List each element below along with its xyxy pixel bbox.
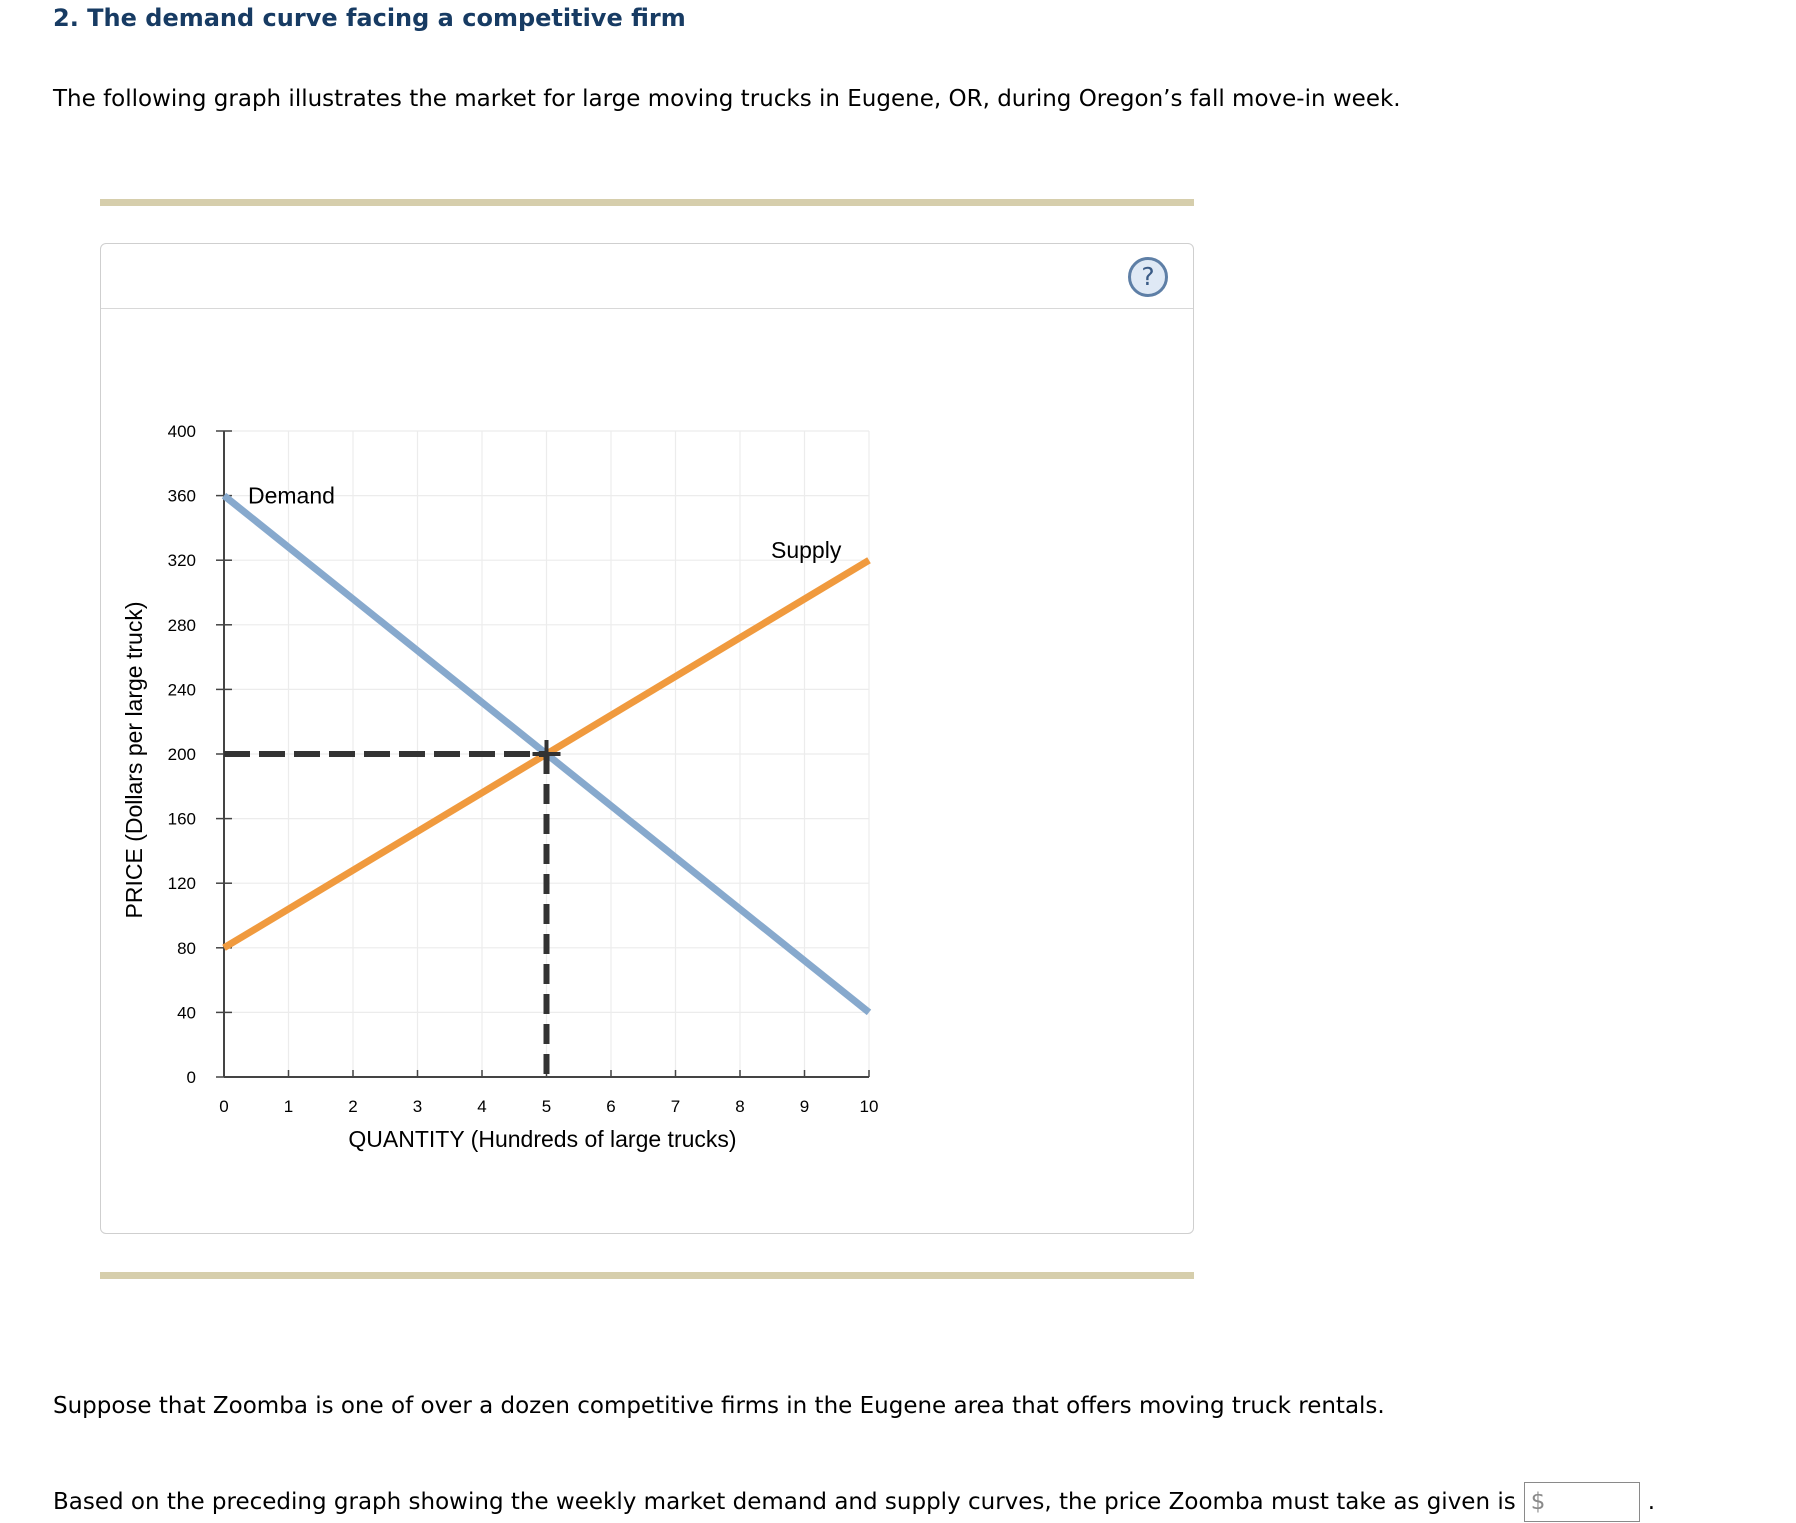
- context-text: Suppose that Zoomba is one of over a dozen competitive firms in the Eugene area that offers moving truck rentals.: [53, 1393, 1385, 1419]
- x-tick-label: 3: [412, 1097, 423, 1116]
- x-tick-label: 4: [477, 1097, 487, 1116]
- answer-line: [53, 1481, 1655, 1523]
- y-tick-label: 200: [167, 745, 196, 764]
- y-tick-label: 240: [167, 680, 196, 700]
- supply-label: Supply: [771, 537, 842, 564]
- y-tick-label: 40: [177, 1003, 196, 1023]
- dollar-sign-icon: $: [1530, 1489, 1546, 1515]
- chart-labels: [121, 422, 878, 1152]
- intro-text: The following graph illustrates the market for large moving trucks in Eugene, OR, during Oregon’s fall move-in week.: [53, 86, 1401, 112]
- x-tick-label: 8: [735, 1097, 745, 1116]
- y-tick-label: 0: [186, 1068, 196, 1087]
- y-tick-label: 400: [167, 422, 196, 441]
- x-tick-label: 0: [219, 1097, 229, 1116]
- x-tick-label: 5: [541, 1097, 552, 1116]
- y-tick-label: 320: [167, 551, 196, 571]
- price-answer-field[interactable]: [1524, 1482, 1640, 1522]
- x-tick-label: 9: [799, 1097, 810, 1116]
- y-tick-label: 160: [167, 809, 196, 829]
- demand-label: Demand: [248, 482, 335, 509]
- sentence-period: .: [1647, 1489, 1656, 1515]
- y-axis-title: PRICE (Dollars per large truck): [121, 601, 147, 919]
- page-title: 2. The demand curve facing a competitive firm: [53, 4, 686, 32]
- price-input[interactable]: [1549, 1485, 1639, 1519]
- x-axis-title: QUANTITY (Hundreds of large trucks): [348, 1126, 737, 1152]
- x-tick-label: 1: [283, 1097, 294, 1116]
- question-text: Based on the preceding graph showing the weekly market demand and supply curves, the price Zoomba must take as given is: [53, 1489, 1516, 1515]
- y-tick-label: 80: [177, 938, 196, 958]
- x-tick-label: 7: [670, 1097, 681, 1116]
- y-tick-label: 120: [167, 874, 196, 894]
- x-tick-label: 10: [859, 1097, 879, 1116]
- x-tick-label: 2: [348, 1097, 358, 1116]
- question-mark-icon: ?: [1141, 262, 1155, 291]
- bottom-divider: [100, 1272, 1194, 1279]
- y-tick-label: 360: [167, 486, 196, 506]
- x-tick-label: 6: [606, 1097, 616, 1116]
- y-tick-label: 280: [167, 615, 196, 635]
